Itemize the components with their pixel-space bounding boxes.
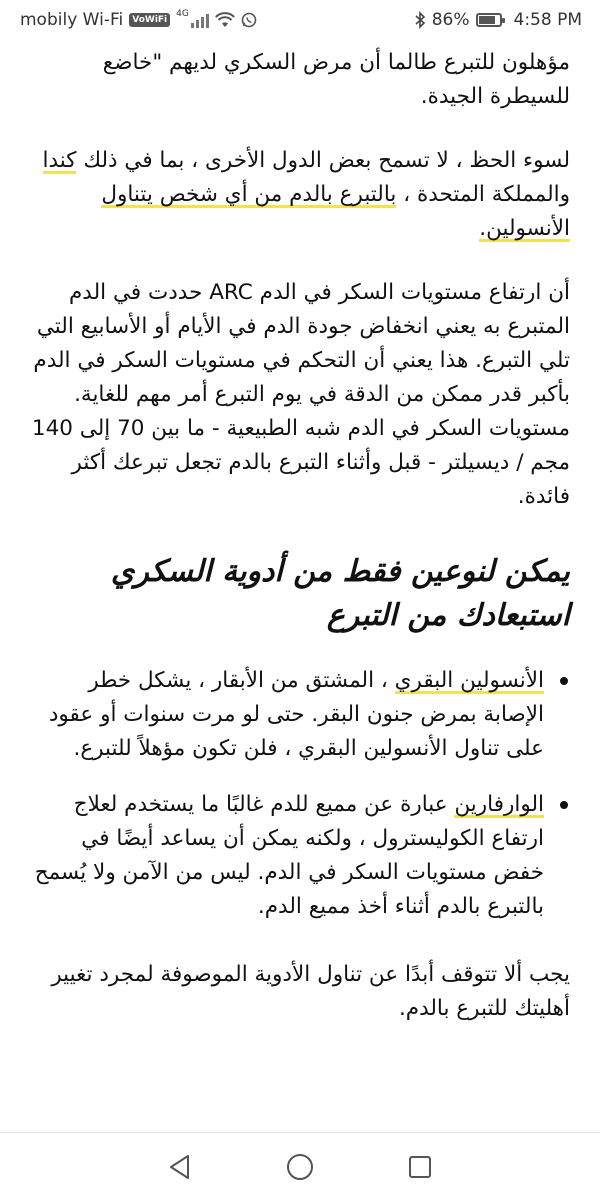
closing-paragraph: يجب ألا تتوقف أبدًا عن تناول الأدوية الموصوفة لمجرد تغيير أهليتك للتبرع بالدم. <box>51 962 570 1021</box>
signal-icon <box>191 12 209 28</box>
paragraph-blood-sugar: أن ارتفاع مستويات السكر في الدم ARC حددت في الدم المتبرع به يعني انخفاض جودة الدم في الأيام أو الأسابيع التي تلي التبرع. هذا يعني أن التحكم في مستويات السكر في الدم بأكبر قدر ممكن من الدقة في يوم التبرع أمر مهم للغاية. مستويات السكر في الدم شبه الطبيعية - ما بين 70 إلى 140 مجم / ديسيلتر - قبل وأثناء التبرع بالدم تجعل تبرعك أكثر فائدة. <box>31 280 570 509</box>
medication-list <box>30 664 570 924</box>
battery-icon <box>476 13 502 27</box>
status-bar <box>0 0 600 40</box>
status-left <box>20 10 257 30</box>
highlight-warfarin: الوارفارين <box>454 792 544 817</box>
bluetooth-icon <box>414 11 426 29</box>
list-item-bovine-insulin <box>30 664 570 766</box>
home-button[interactable] <box>280 1147 320 1187</box>
para1-middle: والمملكة المتحدة ، <box>396 182 570 207</box>
navigation-bar <box>0 1132 600 1200</box>
section-heading: يمكن لنوعين فقط من أدوية السكري استبعادك من التبرع <box>110 554 570 633</box>
carrier-label: mobily Wi-Fi <box>20 10 124 30</box>
back-button[interactable] <box>160 1147 200 1187</box>
whatsapp-icon <box>241 12 257 28</box>
para1-before: لسوء الحظ ، لا تسمح بعض الدول الأخرى ، بما في ذلك <box>76 148 570 173</box>
status-right <box>414 10 582 30</box>
list-item-warfarin <box>30 788 570 924</box>
wifi-icon <box>215 12 235 28</box>
battery-percent: 86% <box>431 10 470 30</box>
back-icon <box>168 1154 192 1180</box>
recents-icon <box>408 1155 432 1179</box>
article-content <box>0 40 600 1132</box>
vowifi-icon: VoWiFi <box>129 13 170 27</box>
bullet-text: ، المشتق من الأبقار ، يشكل خطر الإصابة بمرض جنون البقر. حتى لو مرت سنوات أو عقود على تناول الأنسولين البقري ، فلن تكون مؤهلاً للتبرع. <box>48 668 544 761</box>
bullet-text: عبارة عن مميع للدم غالبًا ما يستخدم لعلاج ارتفاع الكوليسترول ، ولكنه يمكن أن يساعد أيضًا في خفض مستويات السكر في الدم. ليس من الآمن ولا يُسمح بالتبرع بالدم أثناء أخذ مميع الدم. <box>34 792 544 919</box>
intro-paragraph: مؤهلون للتبرع طالما أن مرض السكري لديهم "خاضع للسيطرة الجيدة. <box>102 50 570 109</box>
home-icon <box>286 1153 314 1181</box>
highlight-insulin-ban: بالتبرع بالدم من أي شخص يتناول الأنسولين. <box>101 182 570 241</box>
clock: 4:58 PM <box>513 10 582 30</box>
paragraph-other-countries <box>30 144 570 246</box>
recents-button[interactable] <box>400 1147 440 1187</box>
highlight-canada: كندا <box>42 148 77 173</box>
network-type: 4G <box>176 9 189 19</box>
highlight-bovine-insulin: الأنسولين البقري <box>394 668 544 693</box>
